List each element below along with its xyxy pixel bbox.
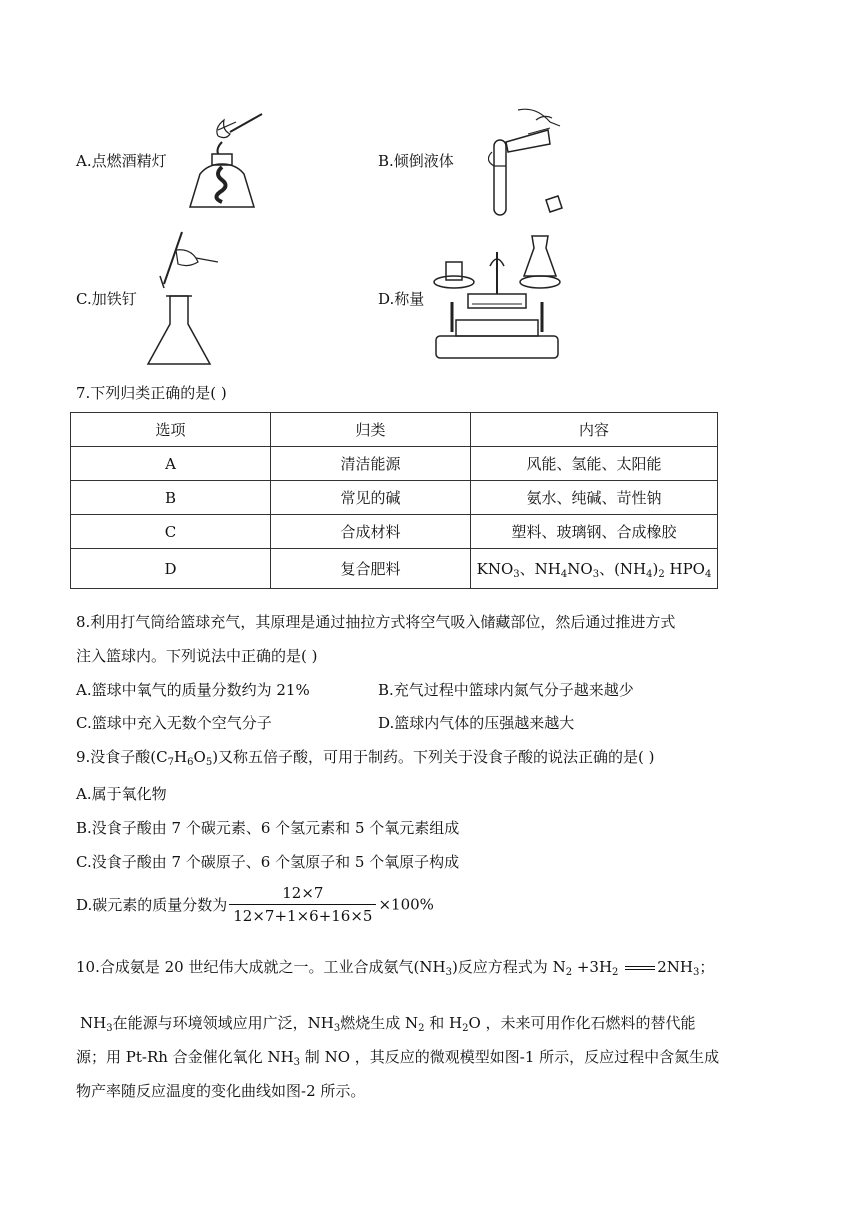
table-cell: 氨水、纯碱、苛性钠	[471, 481, 718, 515]
balance-scale-illustration	[432, 232, 562, 362]
q8-option-c: C.篮球中充入无数个空气分子	[76, 714, 272, 732]
table-cell: A	[71, 447, 271, 481]
table-header: 选项	[71, 413, 271, 447]
q9-option-a: A.属于氧化物	[76, 785, 167, 803]
q9-option-d: D.碳元素的质量分数为 $\frac{12\times 7}{12\times 7+1\times 6+16\times 5}$ ×100%	[76, 884, 434, 925]
q8-option-d: D.篮球内气体的压强越来越大	[378, 714, 575, 732]
q8-stem-line1: 8.利用打气筒给篮球充气，其原理是通过抽拉方式将空气吸入储藏部位，然后通过推进方式	[76, 613, 676, 631]
q10-line1: 10.合成氨是 20 世纪伟大成就之一。工业合成氨气$(NH_3)$反应方程式为 $N_2 +3H_2$ $2NH_3$；	[76, 958, 715, 978]
q8-option-b: B.充气过程中篮球内氮气分子越来越少	[378, 681, 634, 699]
alcohol-lamp-illustration	[178, 112, 268, 212]
q9-option-b: B.没食子酸由 7 个碳元素、6 个氢元素和 5 个氧元素组成	[76, 819, 460, 837]
option-b-label: B.倾倒液体	[378, 152, 454, 170]
table-row	[71, 549, 718, 589]
q9-option-c: C.没食子酸由 7 个碳原子、6 个氢原子和 5 个氧原子构成	[76, 853, 460, 871]
q7-table	[70, 412, 718, 589]
adding-nail-illustration	[140, 228, 230, 370]
q8-stem-line2: 注入篮球内。下列说法中正确的是( )	[76, 647, 318, 665]
table-header: 归类	[271, 413, 471, 447]
table-cell-formula: $KNO_3$、$NH_4NO_3$、$(NH_4)_2$ $HPO_4$	[471, 549, 718, 589]
option-a-label: A.点燃酒精灯	[76, 152, 167, 170]
table-cell: 清洁能源	[271, 447, 471, 481]
table-cell: 复合肥料	[271, 549, 471, 589]
q7-stem: 7.下列归类正确的是( )	[76, 384, 227, 402]
table-header: 内容	[471, 413, 718, 447]
option-d-label: D.称量	[378, 290, 425, 308]
q9-stem: 9.没食子酸$(C_7H_6O_5)$又称五倍子酸，可用于制药。下列关于没食子酸的说法正确的是( )	[76, 748, 655, 768]
q10-line2: $NH_3$在能源与环境领域应用广泛，$NH_3$燃烧生成 $N_2$ 和 $H_2O$ ，未来可用作化石燃料的替代能	[80, 1014, 696, 1034]
table-cell: C	[71, 515, 271, 549]
table-cell: 塑料、玻璃钢、合成橡胶	[471, 515, 718, 549]
table-cell: 常见的碱	[271, 481, 471, 515]
option-c-label: C.加铁钉	[76, 290, 137, 308]
q8-option-a: A.篮球中氧气的质量分数约为 21%	[76, 681, 310, 699]
table-row	[71, 481, 718, 515]
mass-fraction-expression: $\frac{12\times 7}{12\times 7+1\times 6+16\times 5}$	[229, 882, 376, 927]
table-cell: D	[71, 549, 271, 589]
equation-equals-sign	[625, 966, 655, 970]
q10-line3: 源；用 Pt-Rh 合金催化氧化 $NH_3$ 制 NO ，其反应的微观模型如图-1 所示，反应过程中含氮生成	[76, 1048, 720, 1068]
table-row	[71, 447, 718, 481]
table-cell: 风能、氢能、太阳能	[471, 447, 718, 481]
table-cell: B	[71, 481, 271, 515]
pouring-liquid-illustration	[488, 100, 568, 220]
table-row	[71, 515, 718, 549]
table-cell: 合成材料	[271, 515, 471, 549]
q10-line4: 物产率随反应温度的变化曲线如图-2 所示。	[76, 1082, 366, 1100]
